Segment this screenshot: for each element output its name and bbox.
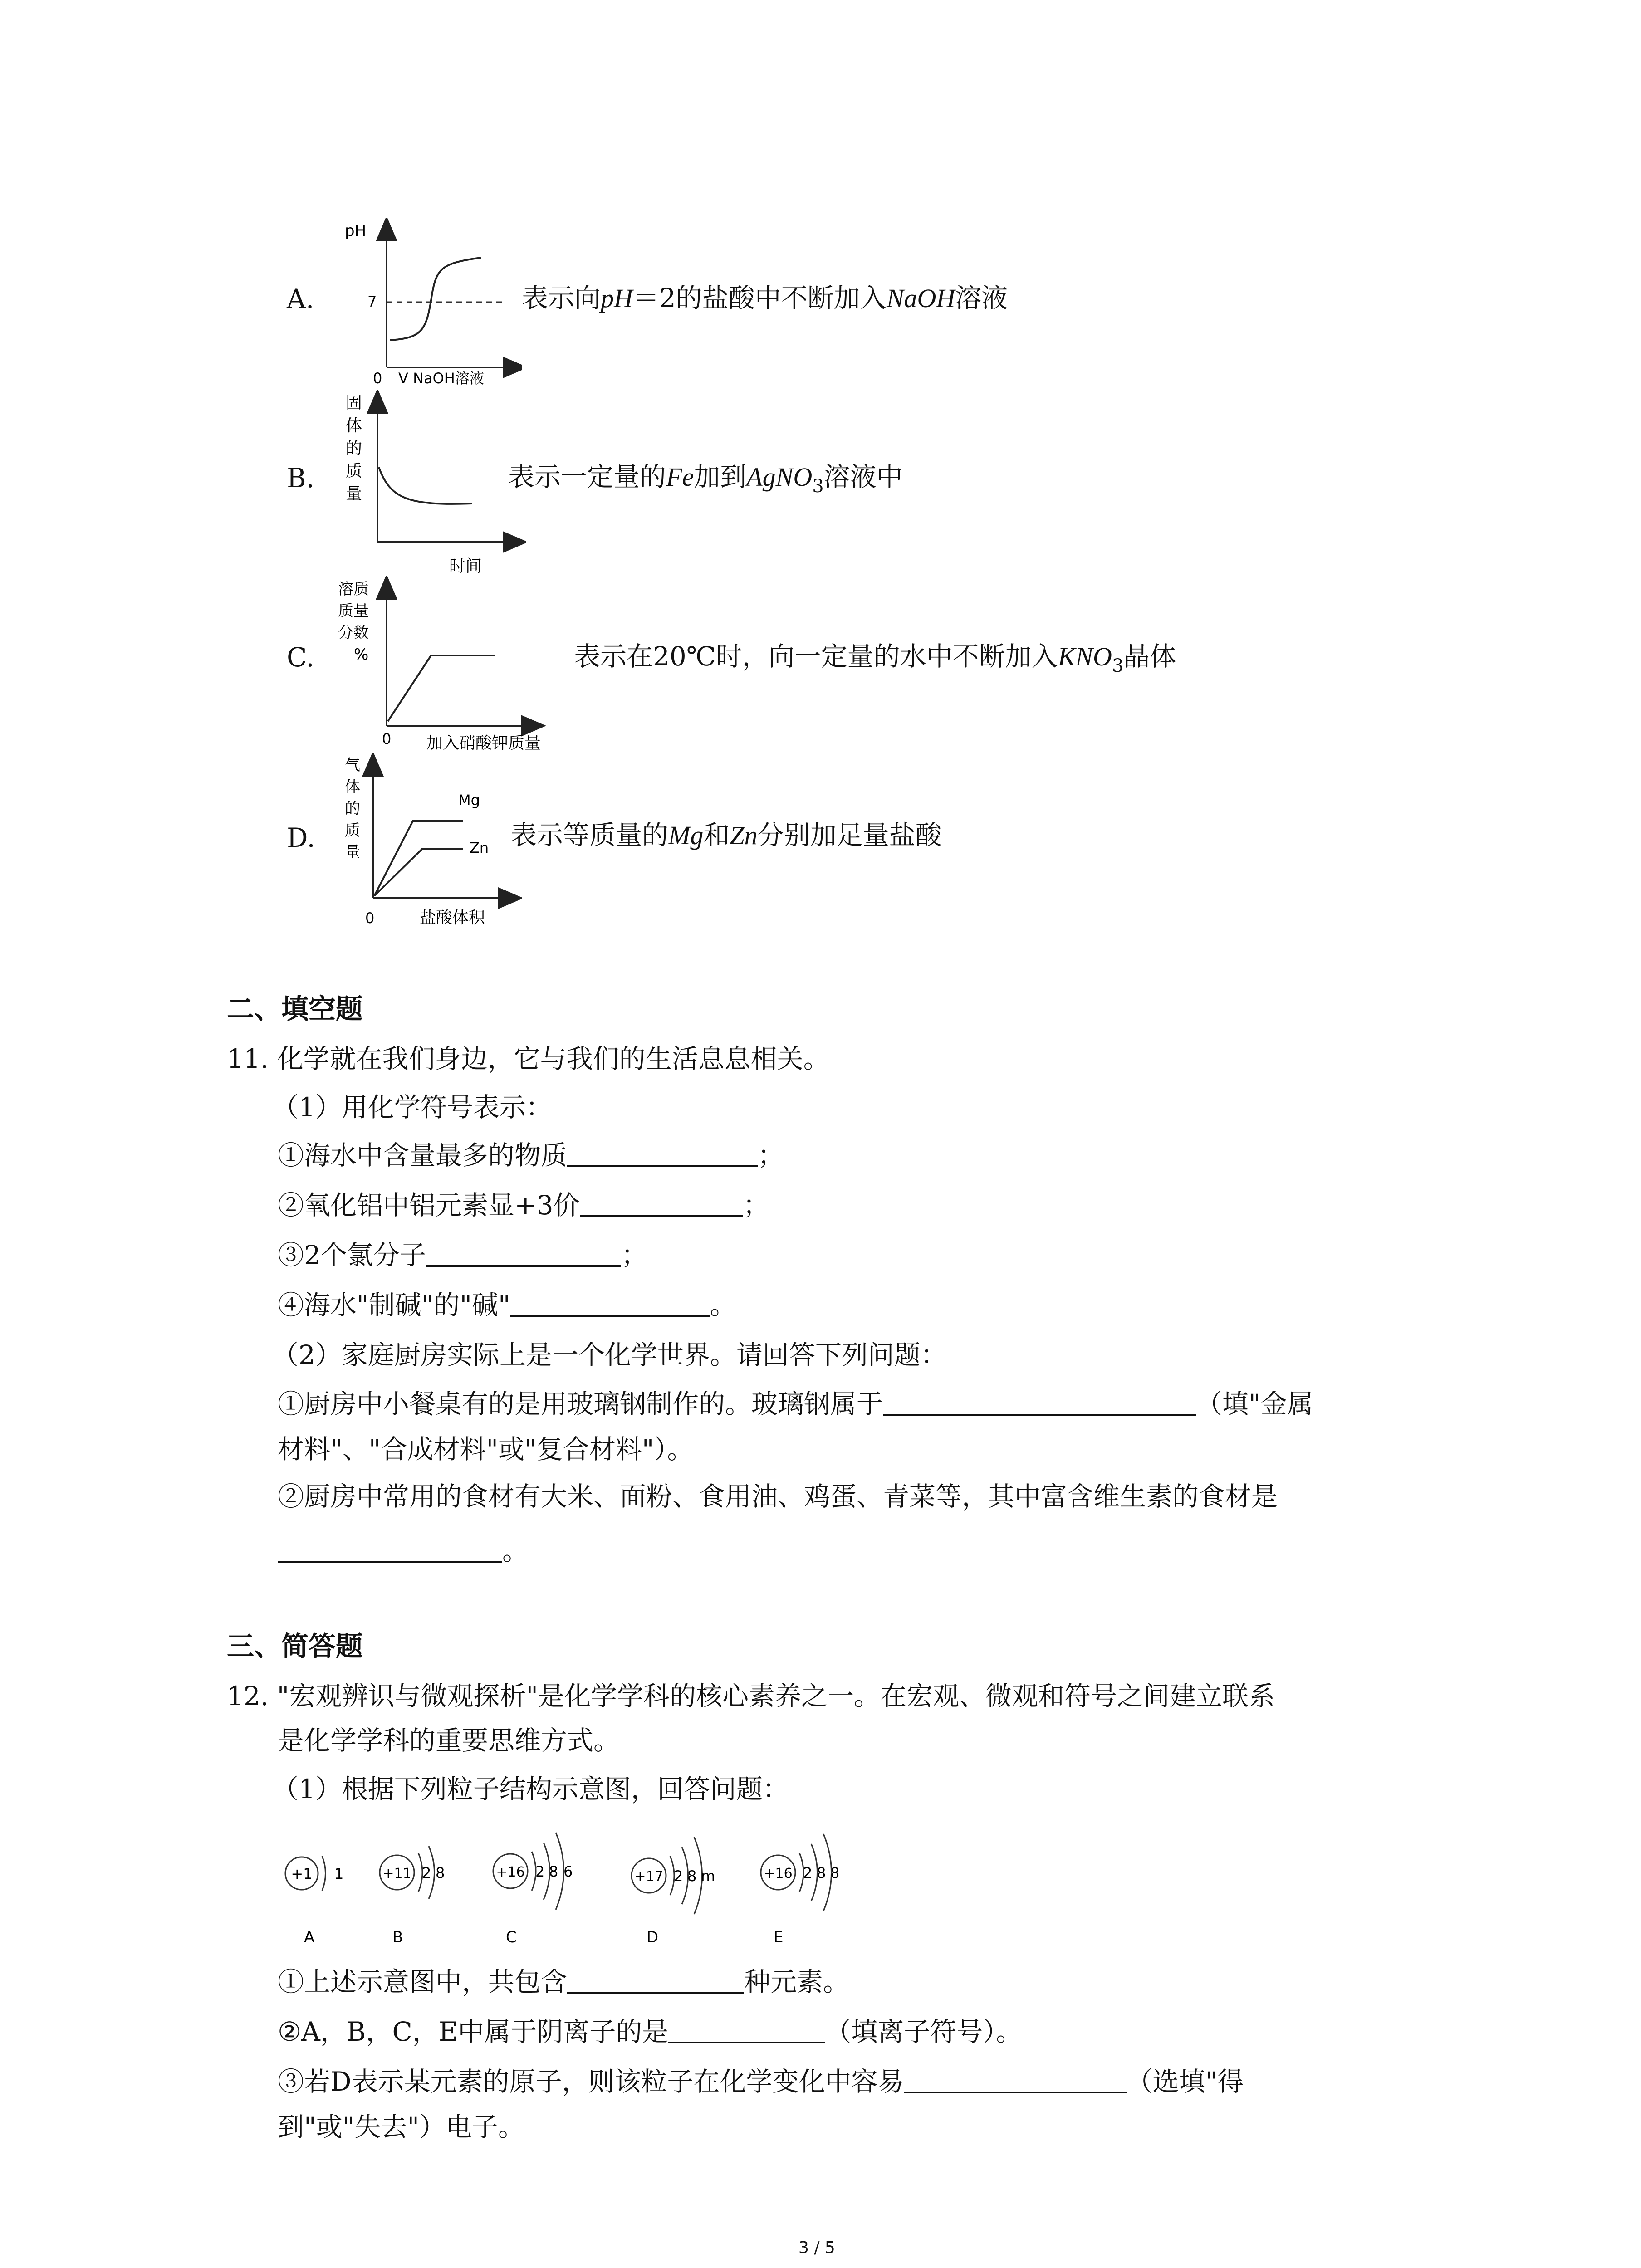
page-number: 3 / 5 [798,2239,835,2257]
answer-blank[interactable] [510,1292,710,1317]
ylabel-line: 质量 [338,602,369,620]
option-d-graph [331,753,522,934]
svg-text:+16: +16 [764,1866,793,1882]
section-3-title: 三、简答题 [227,1631,363,1662]
svg-text:8: 8 [687,1867,697,1885]
svg-text:+1: +1 [291,1865,313,1882]
ylabel-line: 分数 [338,624,369,642]
q12-part1: （1）根据下列粒子结构示意图，回答问题： [272,1774,789,1804]
q11-item1: ①海水中含量最多的物质 ； [278,1140,784,1171]
option-c-letter: C. [287,642,314,673]
svg-text:A: A [304,1928,315,1946]
svg-text:m: m [701,1867,715,1885]
x-axis-label: 加入硝酸钾质量 [426,734,541,753]
ylabel-char: 质 [346,462,362,480]
ylabel-char: 固 [346,394,362,412]
option-a-letter: A. [287,284,314,314]
svg-text:2: 2 [422,1864,431,1882]
q12-s1: ①上述示意图中，共包含 种元素。 [278,1966,850,1997]
mg-label: Mg [458,792,480,809]
origin-label: 0 [382,730,392,748]
origin-label: 0 [373,370,382,387]
seven-label: 7 [367,293,377,310]
ylabel-line: 溶质 [338,580,369,598]
svg-text:6: 6 [563,1863,573,1880]
q11-k1-cont: 材料"、"合成材料"或"复合材料"）。 [278,1434,694,1465]
svg-text:8: 8 [830,1864,840,1882]
q11-part1: （1）用化学符号表示： [272,1092,552,1123]
option-c-text: 表示在20℃时，向一定量的水中不断加入$KNO_3$晶体 [574,641,1176,676]
origin-label: 0 [365,909,375,927]
ph-axis-label: pH [345,222,367,240]
q11-item3: ③2个氯分子 ； [278,1240,647,1271]
option-b-letter: B. [287,463,315,494]
solubility-line [388,655,495,721]
answer-blank[interactable] [904,2069,1127,2093]
section-2-title: 二、填空题 [227,993,363,1025]
svg-text:+16: +16 [496,1864,525,1880]
atom-b [380,1846,445,1946]
option-a-graph [331,218,522,390]
zn-label: Zn [470,839,489,856]
atom-a [285,1856,343,1946]
svg-text:8: 8 [436,1864,445,1882]
q12-s3-cont: 到"或"失去"）电子。 [278,2112,525,2142]
q11-k2-answer: 。 [278,1538,529,1564]
ylabel-char: 质 [345,821,360,840]
answer-blank[interactable] [567,1969,744,1994]
svg-text:1: 1 [334,1865,344,1882]
option-d-letter: D. [287,822,315,853]
zn-line [374,849,463,896]
q12-line1: 12. "宏观辨识与微观探析"是化学学科的核心素养之一。在宏观、微观和符号之间建立联系 [227,1681,1275,1711]
svg-text:2: 2 [803,1864,813,1882]
q11-part2: （2）家庭厨房实际上是一个化学世界。请回答下列问题： [272,1339,947,1370]
svg-text:B: B [392,1928,403,1946]
svg-text:E: E [774,1928,784,1946]
q11-k2: ②厨房中常用的食材有大米、面粉、食用油、鸡蛋、青菜等，其中富含维生素的食材是 [278,1481,1278,1512]
option-a-text: 表示向pH＝2的盐酸中不断加入NaOH溶液 [522,283,1008,313]
option-b-graph [336,390,526,581]
svg-text:D: D [647,1928,659,1946]
q11-stem: 11. 化学就在我们身边，它与我们的生活息息相关。 [227,1043,830,1074]
mass-curve [379,467,472,504]
answer-blank[interactable] [668,2019,825,2043]
option-c-graph [331,576,585,758]
answer-blank[interactable] [580,1193,743,1217]
x-axis-label: V NaOH溶液 [398,370,484,387]
q12-s2: ②A，B，C，E中属于阴离子的是 （填离子符号）。 [278,2016,1023,2047]
svg-text:+11: +11 [382,1866,411,1882]
svg-text:C: C [506,1928,517,1946]
svg-text:2: 2 [674,1867,683,1885]
ylabel-char: 气 [345,756,360,774]
answer-blank[interactable] [426,1242,621,1267]
option-d-text: 表示等质量的Mg和Zn分别加足量盐酸 [510,820,942,850]
ylabel-char: 量 [345,843,360,861]
option-b-text: 表示一定量的Fe加到AgNO$_3$溶液中 [508,461,903,497]
atom-structure-diagrams [272,1819,907,1955]
x-axis-label: 盐酸体积 [420,909,485,927]
svg-text:+17: +17 [634,1869,663,1885]
mg-line [374,821,463,896]
q12-line2: 是化学学科的重要思维方式。 [278,1725,620,1756]
q11-item2: ②氧化铝中铝元素显+3价 ； [278,1190,769,1221]
svg-text:8: 8 [549,1863,558,1880]
answer-blank[interactable] [883,1391,1196,1416]
atom-d [632,1837,715,1946]
q11-k1: ①厨房中小餐桌有的是用玻璃钢制作的。玻璃钢属于 （填"金属 [278,1388,1313,1419]
ylabel-char: 体 [345,778,360,796]
ph-curve [390,258,481,340]
answer-blank[interactable] [278,1538,502,1563]
x-axis-label: 时间 [449,557,482,576]
ylabel-char: 的 [345,800,360,818]
q11-item4: ④海水"制碱"的"碱" 。 [278,1290,736,1320]
ylabel-char: 体 [346,416,362,435]
ylabel-char: 量 [346,484,362,503]
svg-text:2: 2 [535,1863,545,1880]
ylabel-line: % [354,645,369,664]
ylabel-char: 的 [346,439,362,458]
atom-c [493,1833,573,1946]
svg-text:8: 8 [817,1864,826,1882]
q12-s3: ③若D表示某元素的原子，则该粒子在化学变化中容易 （选填"得 [278,2066,1244,2097]
atom-e [761,1834,839,1946]
answer-blank[interactable] [567,1143,758,1167]
